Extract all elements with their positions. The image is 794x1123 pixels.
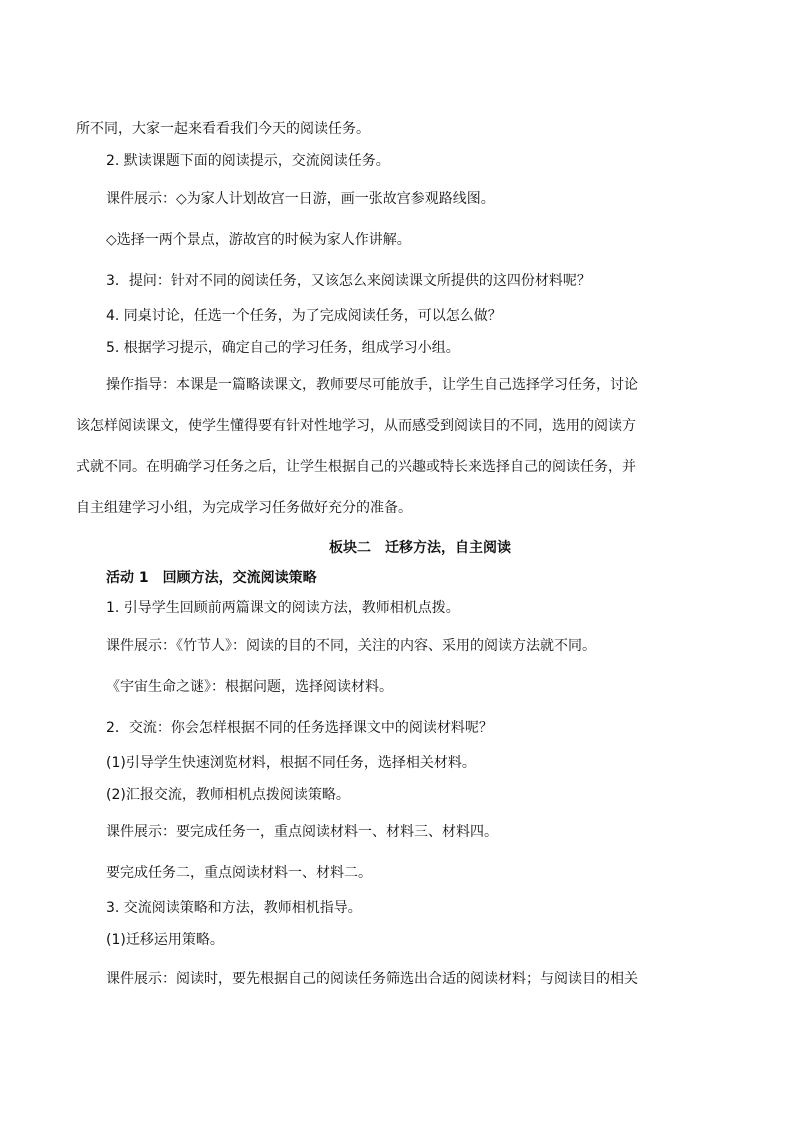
paragraph-line: 自主组建学习小组，为完成学习任务做好充分的准备。 (76, 500, 412, 516)
paragraph-line: 所不同，大家一起来看看我们今天的阅读任务。 (76, 121, 370, 137)
paragraph-line: 要完成任务二，重点阅读材料一、材料二。 (106, 865, 372, 881)
paragraph-line: 课件展示：阅读时，要先根据自己的阅读任务筛选出合适的阅读材料；与阅读目的相关 (106, 971, 638, 987)
paragraph-line: (2)汇报交流，教师相机点拨阅读策略。 (106, 787, 350, 803)
paragraph-line: (1)引导学生快速浏览材料，根据不同任务，选择相关材料。 (106, 755, 476, 771)
paragraph-line: 2. 默读课题下面的阅读提示，交流阅读任务。 (106, 153, 390, 169)
paragraph-line: 课件展示：要完成任务一，重点阅读材料一、材料三、材料四。 (106, 824, 498, 840)
paragraph-line: 1. 引导学生回顾前两篇课文的阅读方法，教师相机点拨。 (106, 600, 460, 616)
paragraph-line: 该怎样阅读课文，使学生懂得要有针对性地学习，从而感受到阅读目的不同，选用的阅读方 (76, 418, 636, 434)
paragraph-line: 课件展示：《竹节人》：阅读的目的不同，关注的内容、采用的阅读方法就不同。 (106, 638, 596, 654)
paragraph-line: 《宇宙生命之谜》：根据问题，选择阅读材料。 (106, 679, 393, 695)
paragraph-line: 5. 根据学习提示，确定自己的学习任务，组成学习小组。 (106, 340, 460, 356)
section-heading: 板块二 迁移方法，自主阅读 (329, 540, 511, 556)
activity-heading: 活动 1 回顾方法，交流阅读策略 (106, 570, 317, 586)
paragraph-line: 4. 同桌讨论，任选一个任务，为了完成阅读任务，可以怎么做？ (106, 308, 502, 324)
paragraph-line: 式就不同。在明确学习任务之后，让学生根据自己的兴趣或特长来选择自己的阅读任务，并 (76, 459, 636, 475)
paragraph-line: 2．交流：你会怎样根据不同的任务选择课文中的阅读材料呢？ (106, 720, 493, 736)
paragraph-line: ◇选择一两个景点，游故宫的时候为家人作讲解。 (106, 232, 411, 248)
paragraph-line: 3．提问：针对不同的阅读任务，又该怎么来阅读课文所提供的这四份材料呢？ (106, 273, 591, 289)
paragraph-line: 操作指导：本课是一篇略读课文，教师要尽可能放手，让学生自己选择学习任务，讨论 (106, 377, 638, 393)
paragraph-line: 课件展示：◇为家人计划故宫一日游，画一张故宫参观路线图。 (106, 191, 495, 207)
paragraph-line: 3. 交流阅读策略和方法，教师相机指导。 (106, 900, 362, 916)
paragraph-line: (1)迁移运用策略。 (106, 932, 224, 948)
